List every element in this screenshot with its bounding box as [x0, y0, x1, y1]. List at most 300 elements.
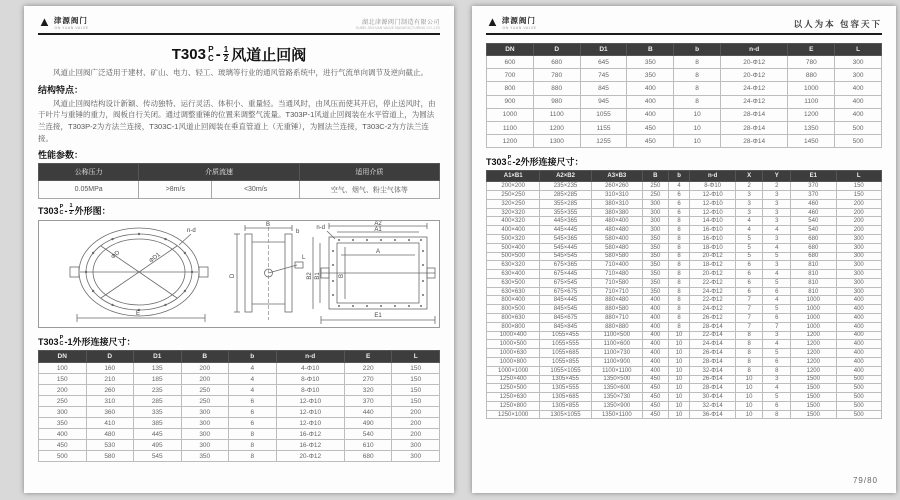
table-cell: 400	[643, 322, 669, 331]
model-pc-stack	[508, 156, 512, 168]
table-cell: 845	[580, 82, 627, 95]
table-cell: 400	[836, 357, 881, 366]
model-pc-stack	[60, 336, 64, 348]
table-cell: 1350×500	[591, 375, 642, 384]
table-cell: 450	[643, 410, 669, 419]
table-cell: 450	[643, 393, 669, 402]
table-cell: 880×480	[591, 296, 642, 305]
table-cell: 3	[763, 217, 791, 226]
table-cell: 1100×900	[591, 357, 642, 366]
table-cell: 385	[134, 418, 182, 429]
table-cell: 10	[674, 135, 721, 148]
intro-paragraph: 风道止回阀广泛适用于建材、矿山、电力、轻工、玻璃等行业的通风管路系统中，进行气流单向调节及逆向截止。	[53, 68, 428, 77]
table-cell: 8-Φ10	[690, 182, 735, 191]
table-cell: 845×545	[540, 305, 591, 314]
table-header-row	[487, 171, 882, 182]
table-cell: 24-Φ12	[720, 95, 787, 108]
table-cell: 5	[763, 278, 791, 287]
table-cell: 630×630	[487, 287, 540, 296]
table-cell: 10	[668, 349, 690, 358]
dim-label-a1: A1	[374, 227, 382, 234]
table-cell: 1200	[791, 340, 836, 349]
table-row	[487, 252, 882, 261]
table-cell: 10	[735, 410, 763, 419]
column-header: E	[344, 351, 392, 363]
table-cell: 250×250	[487, 191, 540, 200]
table-cell: 10	[674, 108, 721, 121]
column-header: D	[86, 351, 134, 363]
column-header: A2×B2	[540, 171, 591, 182]
table-cell: 400	[627, 82, 674, 95]
company-name: 湖北津源阀门制造有限公司	[361, 20, 440, 26]
table-cell: 1100×600	[591, 340, 642, 349]
table-row	[39, 429, 440, 440]
table-cell: 1305×685	[540, 393, 591, 402]
table-cell: 1055	[580, 108, 627, 121]
table-cell: 500×500	[487, 252, 540, 261]
table-cell: 3	[763, 199, 791, 208]
column-header: D1	[580, 44, 627, 56]
table-cell: 6	[229, 396, 277, 407]
dim-label-e1: E1	[374, 313, 382, 320]
table-cell: 370	[344, 396, 392, 407]
table-cell: 18-Φ12	[690, 261, 735, 270]
column-header: n-d	[720, 44, 787, 56]
column-header: b	[229, 351, 277, 363]
table-cell: 135	[134, 363, 182, 374]
table-row	[487, 121, 882, 134]
logo-subtext: JIN YUAN VALVE	[53, 26, 89, 30]
model-top: P	[59, 334, 64, 341]
table-cell: 1100	[788, 95, 835, 108]
dim-label-d: D	[230, 273, 236, 279]
table-row	[487, 217, 882, 226]
model-top: P	[208, 45, 214, 55]
table-cell: 150	[392, 396, 440, 407]
table-cell: 1000×800	[487, 357, 540, 366]
table-cell: 1250×630	[487, 393, 540, 402]
table-cell: 10	[668, 401, 690, 410]
column-header: 公称压力	[39, 164, 139, 181]
table-cell: 22-Φ14	[690, 331, 735, 340]
dim-label-b2: B2	[307, 272, 313, 280]
model-pc-stack	[208, 46, 214, 63]
column-header: b	[674, 44, 721, 56]
column-header: n-d	[276, 351, 344, 363]
table-cell: 16-Φ12	[276, 429, 344, 440]
table-cell: 400	[643, 349, 669, 358]
table-cell: 680	[344, 451, 392, 462]
table-cell: 300	[836, 252, 881, 261]
table-cell: 450	[627, 121, 674, 134]
company-name-block	[356, 17, 440, 30]
table-cell: 380×310	[591, 199, 642, 208]
column-header: E1	[791, 171, 836, 182]
table-cell: 20-Φ12	[690, 270, 735, 279]
table-cell: 7	[735, 314, 763, 323]
table-cell: 370	[791, 182, 836, 191]
table-cell: 200	[836, 226, 881, 235]
dim-label-a: A	[375, 249, 381, 256]
table-cell: 8	[735, 340, 763, 349]
table-cell: 540	[791, 217, 836, 226]
table-cell: 675×545	[540, 278, 591, 287]
table-cell: 300	[836, 261, 881, 270]
table-cell: 8	[229, 429, 277, 440]
table-cell: 530	[86, 440, 134, 451]
table-cell: 200	[181, 374, 229, 385]
table-cell: 300	[181, 407, 229, 418]
table-cell: 8	[668, 305, 690, 314]
frac-bottom: 2	[223, 54, 229, 63]
table-cell: 400	[643, 305, 669, 314]
table-cell: 480×400	[591, 217, 642, 226]
table-cell: 400	[836, 366, 881, 375]
table-row	[487, 384, 882, 393]
table-cell: 26-Φ12	[690, 314, 735, 323]
table-cell: 400	[39, 429, 87, 440]
table-cell: 350	[643, 235, 669, 244]
table-row	[487, 375, 882, 384]
table-cell: 450	[627, 135, 674, 148]
table-cell: 1100×1100	[591, 366, 642, 375]
table-row	[487, 135, 882, 148]
table-cell: 800×800	[487, 322, 540, 331]
table-cell: 8	[735, 357, 763, 366]
table-cell: 250	[643, 191, 669, 200]
table-cell: 710×580	[591, 278, 642, 287]
table-cell: 7	[735, 322, 763, 331]
table-row	[39, 407, 440, 418]
table-cell: 540	[344, 429, 392, 440]
table-cell: 400	[835, 95, 882, 108]
dim-label-e: E	[135, 311, 141, 318]
table-cell: 320×320	[487, 208, 540, 217]
page-header	[38, 13, 440, 35]
model-bottom: C	[207, 53, 214, 63]
table-cell: 250	[39, 396, 87, 407]
model-code: T303	[38, 336, 59, 347]
table-cell: 675×365	[540, 261, 591, 270]
table-row	[39, 440, 440, 451]
table-cell: 1305×455	[540, 375, 591, 384]
table-cell: 200×200	[487, 182, 540, 191]
logo-triangle-icon: ▲	[38, 14, 51, 30]
table-cell: 6	[668, 199, 690, 208]
table-cell: 150	[39, 374, 87, 385]
table-cell: 1000	[788, 82, 835, 95]
table-cell: 8	[735, 366, 763, 375]
table-cell: 400	[835, 82, 882, 95]
table-cell: 1100×500	[591, 331, 642, 340]
table-cell: 200	[392, 418, 440, 429]
table-cell: 12-Φ10	[690, 191, 735, 200]
table-cell: 645	[580, 56, 627, 69]
table-cell: 450	[643, 384, 669, 393]
dim-label-a2: A2	[374, 221, 382, 228]
table-cell: 1305×555	[540, 384, 591, 393]
table-cell: 350	[643, 287, 669, 296]
table-cell: 150	[392, 385, 440, 396]
table-cell: 5	[763, 305, 791, 314]
table-cell: 10	[668, 410, 690, 419]
table-cell: 5	[735, 235, 763, 244]
table-cell: 200	[836, 208, 881, 217]
dim-label-b1: B1	[315, 272, 321, 280]
table-cell: 450	[643, 375, 669, 384]
table-cell: 10	[668, 331, 690, 340]
table-cell: 12-Φ10	[276, 396, 344, 407]
table-cell: 235×235	[540, 182, 591, 191]
table-cell: 400	[836, 305, 881, 314]
table-cell: 285	[134, 396, 182, 407]
table-cell: 8	[668, 314, 690, 323]
table-row	[487, 243, 882, 252]
table-cell: 545×445	[540, 243, 591, 252]
table-cell: 100	[39, 363, 87, 374]
table-cell: 2	[735, 182, 763, 191]
table-cell: 945	[580, 95, 627, 108]
table-cell: 500	[835, 121, 882, 134]
table-cell: 350	[643, 252, 669, 261]
outline-drawing	[38, 220, 440, 328]
table-cell: 32-Φ14	[690, 366, 735, 375]
table-cell: 400×400	[487, 226, 540, 235]
page-left	[24, 6, 454, 493]
table-cell: 460	[791, 208, 836, 217]
table-cell: 445×445	[540, 226, 591, 235]
table-cell: 500	[836, 384, 881, 393]
table-cell: 16-Φ10	[690, 235, 735, 244]
table-cell: 310	[86, 396, 134, 407]
table-cell: 300	[643, 217, 669, 226]
heading-suffix: 外形图：	[74, 206, 111, 217]
valve-technical-drawing	[39, 221, 439, 327]
table-cell: 1055×555	[540, 340, 591, 349]
table-cell: 600	[487, 56, 534, 69]
table-cell: 500	[836, 401, 881, 410]
table-cell: 4	[763, 243, 791, 252]
column-header: 介质流速	[139, 164, 299, 181]
table-cell: 1500	[791, 384, 836, 393]
table-cell: 3	[763, 331, 791, 340]
table-cell: 22-Φ12	[690, 296, 735, 305]
table-cell: 200	[836, 217, 881, 226]
slogan-text: 以人为本 包容天下	[793, 19, 882, 29]
table-row	[39, 451, 440, 462]
table-cell: 500×320	[487, 235, 540, 244]
table-cell: 400	[836, 296, 881, 305]
table-cell: 580×400	[591, 235, 642, 244]
table-cell: 300	[835, 56, 882, 69]
table-cell: 300	[643, 199, 669, 208]
table-cell: 12-Φ10	[276, 418, 344, 429]
column-header: B	[181, 351, 229, 363]
table-cell: 10	[668, 366, 690, 375]
table-cell: 6	[735, 270, 763, 279]
table-cell: 5	[735, 252, 763, 261]
table-cell: 1055×1055	[540, 366, 591, 375]
table-cell: 150	[836, 182, 881, 191]
table-cell: 1000	[791, 322, 836, 331]
table-cell: >8m/s	[139, 181, 212, 199]
table-row	[487, 357, 882, 366]
table-cell: 8	[668, 278, 690, 287]
table-cell: 8	[668, 252, 690, 261]
table-cell: 8	[668, 243, 690, 252]
table-cell: 300	[836, 243, 881, 252]
table-cell: 28-Φ14	[720, 121, 787, 134]
table-cell: 235	[134, 385, 182, 396]
table-cell: 540	[791, 226, 836, 235]
column-header: A3×B3	[591, 171, 642, 182]
table-cell: 400	[643, 340, 669, 349]
table-header-row	[39, 164, 440, 181]
table-row	[487, 82, 882, 95]
table-cell: 5	[763, 393, 791, 402]
table-cell: 460	[791, 199, 836, 208]
model-code: T303	[38, 205, 59, 216]
table-cell: 20-Φ12	[720, 56, 787, 69]
table-cell: 26-Φ14	[690, 349, 735, 358]
dim2-table-heading	[486, 155, 882, 168]
table-cell: 1500	[791, 393, 836, 402]
table-cell: 630×320	[487, 261, 540, 270]
table-cell: 300	[39, 407, 87, 418]
table-cell: 810	[791, 278, 836, 287]
table-row	[487, 108, 882, 121]
table-cell: 1055×855	[540, 357, 591, 366]
table-cell: 445	[134, 429, 182, 440]
column-header: E	[788, 44, 835, 56]
table-cell: 24-Φ12	[690, 305, 735, 314]
table-cell: 400	[627, 95, 674, 108]
table-cell: 1000×1000	[487, 366, 540, 375]
table-row	[487, 235, 882, 244]
table-cell: 10	[735, 384, 763, 393]
table-cell: 4	[229, 385, 277, 396]
table-cell: 500	[836, 375, 881, 384]
table-cell: 7	[735, 305, 763, 314]
frac-top: 1	[223, 44, 229, 54]
table-cell: 400	[643, 296, 669, 305]
table-cell: 3	[763, 208, 791, 217]
table-cell: 880×710	[591, 314, 642, 323]
table-cell: 3	[763, 261, 791, 270]
table-cell: 5	[763, 349, 791, 358]
table-cell: 6	[763, 401, 791, 410]
column-header: n-d	[690, 171, 735, 182]
table-cell: 260	[86, 385, 134, 396]
table-cell: 8	[674, 82, 721, 95]
model-bottom: C	[507, 160, 512, 167]
table-row	[487, 270, 882, 279]
table-cell: 8	[668, 235, 690, 244]
table-cell: 780	[533, 69, 580, 82]
table-cell: 8	[674, 95, 721, 108]
table-cell: 300	[392, 440, 440, 451]
dim-label-nd: n-d	[187, 228, 196, 235]
company-name-en: HUBEI JINYUAN VALVE MANUFACTURING CO.,LTD	[355, 26, 440, 30]
table-cell: 210	[86, 374, 134, 385]
table-cell: 1250×400	[487, 375, 540, 384]
table-row	[39, 374, 440, 385]
heading-suffix: -2外形连接尺寸：	[512, 157, 584, 168]
model-dash: -	[215, 46, 221, 63]
column-header: L	[392, 351, 440, 363]
model-pc-stack	[60, 205, 64, 217]
table-cell: 16-Φ10	[690, 226, 735, 235]
table-cell: 4	[763, 384, 791, 393]
table-cell: 1350×730	[591, 393, 642, 402]
table-row	[487, 287, 882, 296]
table-cell: 680	[791, 252, 836, 261]
table-cell: 1300	[533, 135, 580, 148]
table-cell: 1200	[487, 135, 534, 148]
table-row	[39, 181, 440, 199]
table-cell: 28-Φ14	[690, 357, 735, 366]
table-cell: 7	[763, 322, 791, 331]
table-row	[39, 385, 440, 396]
table-cell: 800	[487, 82, 534, 95]
table-cell: 400	[643, 366, 669, 375]
table-cell: 800×630	[487, 314, 540, 323]
table-cell: 1200	[791, 331, 836, 340]
table-cell: 16-Φ12	[276, 440, 344, 451]
table-cell: 380×380	[591, 208, 642, 217]
table-row	[487, 208, 882, 217]
model-top: P	[59, 203, 64, 210]
table-cell: 800×400	[487, 296, 540, 305]
table-cell: 300	[181, 429, 229, 440]
table-cell: 450	[39, 440, 87, 451]
model-bottom: C	[59, 340, 64, 347]
logo-subtext: JIN YUAN VALVE	[501, 26, 537, 30]
table-row	[487, 349, 882, 358]
model-bottom: C	[59, 209, 64, 216]
table-cell: 22-Φ12	[690, 278, 735, 287]
table-cell: 1450	[788, 135, 835, 148]
dim-label-b-small: b	[296, 229, 300, 236]
table-cell: 900	[487, 95, 534, 108]
table-cell: 450	[643, 401, 669, 410]
table-cell: 6	[735, 278, 763, 287]
table-cell: 3	[735, 199, 763, 208]
table-cell: 350	[643, 261, 669, 270]
table-cell: 500	[836, 410, 881, 419]
table-cell: 20-Φ12	[720, 69, 787, 82]
table-cell: 5	[763, 252, 791, 261]
table-cell: 1255	[580, 135, 627, 148]
table-cell: 28-Φ14	[690, 384, 735, 393]
table-cell: 28-Φ14	[720, 135, 787, 148]
dim2-table	[486, 170, 882, 419]
dim-label-b-top: B	[265, 222, 271, 229]
table-cell: 3	[735, 208, 763, 217]
column-header: X	[735, 171, 763, 182]
table-cell: 10	[668, 357, 690, 366]
column-header: A1×B1	[487, 171, 540, 182]
table-cell: 4	[763, 296, 791, 305]
table-cell: 6	[668, 191, 690, 200]
table-cell: 1500	[791, 401, 836, 410]
column-header: B	[627, 44, 674, 56]
table-cell: 185	[134, 374, 182, 385]
table-cell: 26-Φ14	[690, 375, 735, 384]
table-cell: 1200	[791, 366, 836, 375]
dim-label-phid1: ΦD1	[148, 252, 162, 265]
table-cell: 空气、烟气、粉尘气体等	[299, 181, 439, 199]
